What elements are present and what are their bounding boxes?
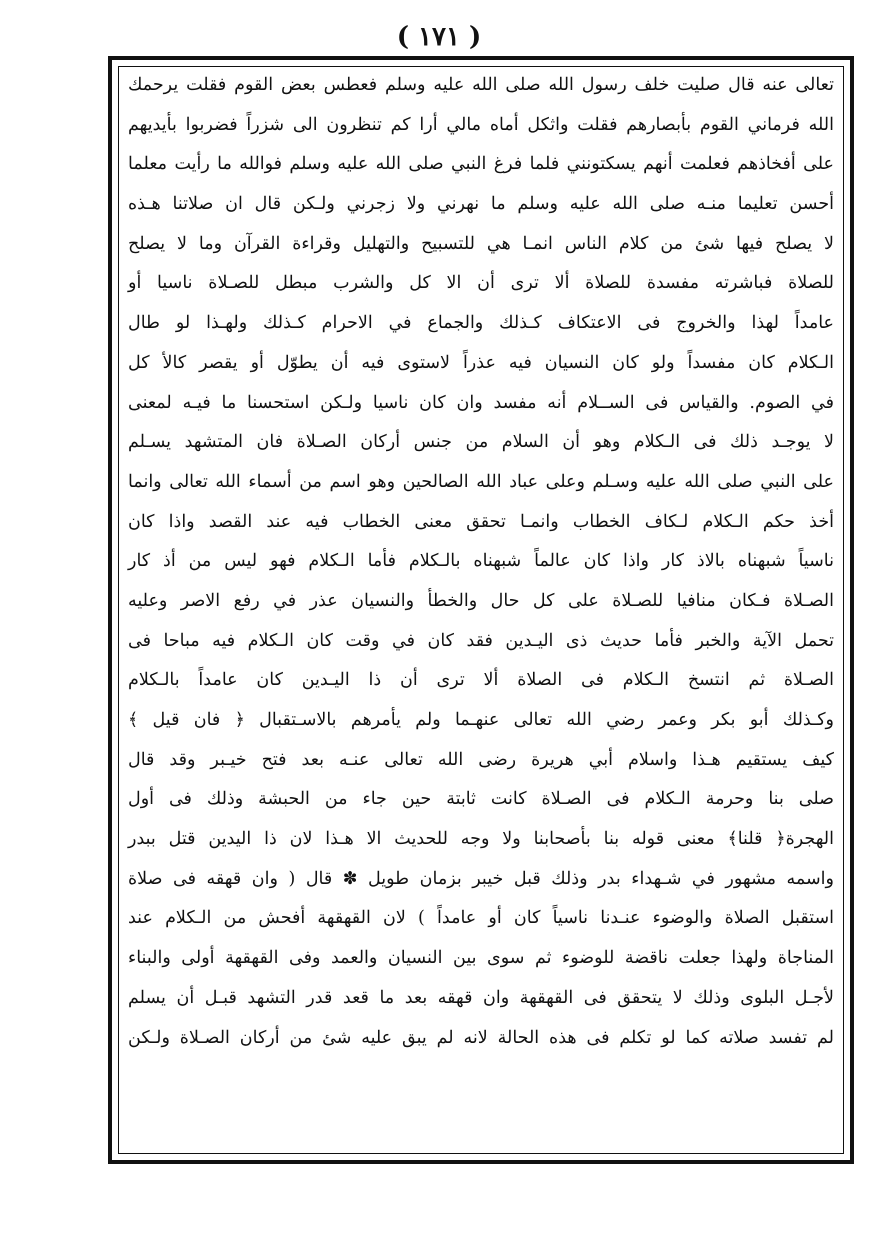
- text-line: المناجاة ولهذا جعلت ناقضة للوضوء ثم سوى بين النسيان والعمد وفى القهقهة أولى والبناء: [128, 948, 834, 969]
- text-line: واسمه مشهور في شـهداء بدر وذلك قبل خيبر بزمان طويل ✽ قال ( وان قهقه فى صلاة: [128, 868, 834, 889]
- text-line: تحمل الآية والخبر فأما حديث ذى اليـدين فقد كان في وقت كان الـكلام فيه مباحا فى: [128, 630, 834, 651]
- text-line: استقبل الصلاة والوضوء عنـدنا ناسياً كان أو عامداً ) لان القهقهة أفحش من الـكلام عند: [128, 908, 834, 929]
- text-line: أحسن تعليما منـه صلى الله عليه وسلم ما نهرني ولا زجرني ولـكن قال ان صلاتنا هـذه: [128, 194, 834, 215]
- page-number: ( ١٧١ ): [396, 22, 482, 52]
- text-line: صلى بنا وحرمة الـكلام فى الصـلاة كانت ثابتة حين جاء من الحبشة وذلك فى أول: [128, 789, 834, 810]
- text-line: الصـلاة فـكان منافيا للصـلاة على كل حال والخطأ والنسيان عذر في رفع الاصر وعليه: [128, 590, 834, 611]
- text-line: الصـلاة ثم انتسخ الـكلام فى الصلاة ألا ترى أن ذا اليـدين كان عامداً بالـكلام: [128, 670, 834, 691]
- text-line: وكـذلك أبو بكر وعمر رضي الله تعالى عنهـما ولم يأمرهم بالاسـتقبال ﴿ فان قيل ﴾: [128, 710, 834, 730]
- text-line: الـكلام كان مفسداً ولو كان النسيان فيه عذراً لاستوى فيه أن يطوّل أو يقصر كالأ كل: [128, 352, 834, 373]
- text-line: لا يوجـد ذلك فى الـكلام وهو أن السلام من جنس أركان الصـلاة فان المتشهد يسـلم: [128, 432, 834, 453]
- text-line: تعالى عنه قال صليت خلف رسول الله صلى الله عليه وسلم فعطس بعض القوم فقلت يرحمك: [128, 75, 834, 95]
- text-line: كيف يستقيم هـذا واسلام أبي هريرة رضى الله تعالى عنـه بعد فتح خيـبر وقد قال: [128, 749, 834, 770]
- text-line: على أفخاذهم فعلمت أنهم يسكتونني فلما فرغ النبي صلى الله عليه وسلم فوالله ما رأيت معلما: [128, 154, 834, 175]
- text-line: على النبي صلى الله عليه وسـلم وعلى عباد الله الصالحين وهو اسم من أسماء الله تعالى وانما: [128, 471, 834, 492]
- text-line: أخذ حكم الـكلام لـكاف الخطاب وانمـا تحقق معنى الخطاب فيه عند القصد واذا كان: [128, 511, 834, 532]
- text-line: عامداً لهذا والخروج فى الاعتكاف كـذلك والجماع في الاحرام كـذلك ولهـذا لو طال: [128, 313, 834, 334]
- text-line: لأجـل البلوى وذلك لا يتحقق فى القهقهة وان قهقه بعد ما قعد قدر التشهد قبـل أن يسلم: [128, 987, 834, 1008]
- text-line: الهجرة﴿ قلنا﴾ معنى قوله بنا بأصحابنا ولا وجه للحديث الا هـذا لان ذا اليدين قتل ببدر: [128, 829, 834, 850]
- text-line: للصلاة فباشرته مفسدة للصلاة ألا ترى أن الا كل والشرب مبطل للصـلاة ناسيا أو: [128, 273, 834, 294]
- text-line: لم تفسد صلاته كما لو تكلم فى هذه الحالة لانه لم يبق عليه شئ من أركان الصـلاة ولـكن: [128, 1027, 834, 1048]
- text-line: الله فرماني القوم بأبصارهم فقلت واثكل أماه مالي أرا كم تنظرون الى شزراً فضربوا بأيديهم: [128, 114, 834, 135]
- text-line: ناسياً شبهناه بالاذ كار واذا كان عالماً شبهناه بالـكلام فأما الـكلام فهو ليس من أذ كار: [128, 551, 834, 572]
- text-line: لا يصلح فيها شئ من كلام الناس انمـا هي للتسبيح والتهليل وقراءة القرآن وما لا يصلح: [128, 233, 834, 254]
- main-text: [122, 66, 840, 1058]
- text-line: في الصوم. والقياس فى الســلام أنه مفسد وان كان ناسيا ولـكن استحسنا ما فيـه لمعنى: [128, 392, 834, 413]
